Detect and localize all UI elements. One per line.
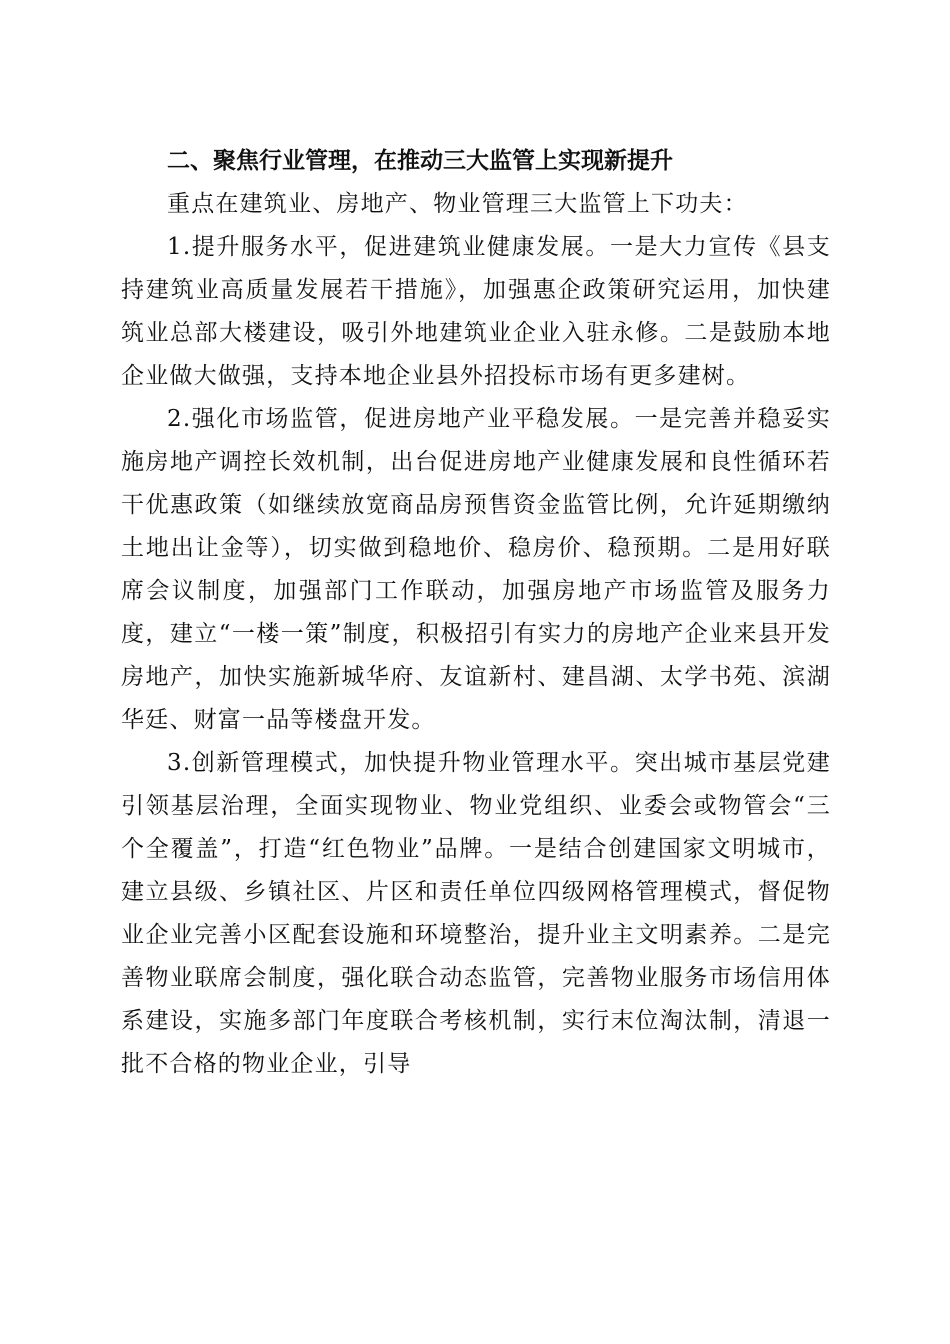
paragraph-property-management: 3.创新管理模式，加快提升物业管理水平。突出城市基层党建引领基层治理，全面实现物业、物业党组织、业委会或物管会“三个全覆盖”，打造“红色物业”品牌。一是结合创建国家文明城市，建立县级、乡镇社区、片区和责任单位四级网格管理模式，督促物业企业完善小区配套设施和环境整治，提升业主文明素养。二是完善物业联席会制度，强化联合动态监管，完善物业服务市场信用体系建设，实施多部门年度联合考核机制，实行末位淘汰制，清退一批不合格的物业企业，引导: [121, 750, 831, 1077]
section-heading: 二、聚焦行业管理，在推动三大监管上实现新提升: [167, 148, 673, 174]
paragraph-construction: 1.提升服务水平，促进建筑业健康发展。一是大力宣传《县支持建筑业高质量发展若干措施》，加强惠企政策研究运用，加快建筑业总部大楼建设，吸引外地建筑业企业入驻永修。二是鼓励本地企业做大做强，支持本地企业县外招投标市场有更多建树。: [121, 234, 831, 389]
document-body: [121, 140, 831, 1086]
intro-paragraph: 重点在建筑业、房地产、物业管理三大监管上下功夫：: [167, 191, 748, 217]
paragraph-real-estate: 2.强化市场监管，促进房地产业平稳发展。一是完善并稳妥实施房地产调控长效机制，出台促进房地产业健康发展和良性循环若干优惠政策（如继续放宽商品房预售资金监管比例，允许延期缴纳土地出让金等），切实做到稳地价、稳房价、稳预期。二是用好联席会议制度，加强部门工作联动，加强房地产市场监管及服务力度，建立“一楼一策”制度，积极招引有实力的房地产企业来县开发房地产，加快实施新城华府、友谊新村、建昌湖、太学书苑、滨湖华廷、财富一品等楼盘开发。: [121, 406, 831, 733]
